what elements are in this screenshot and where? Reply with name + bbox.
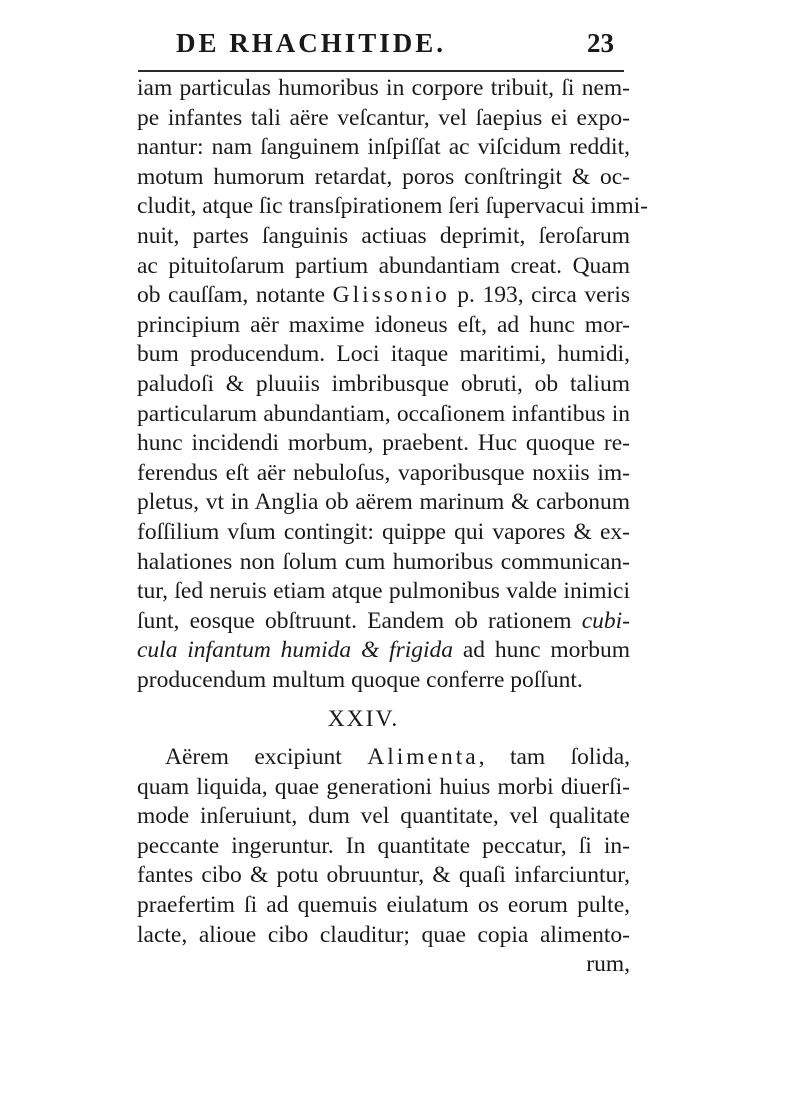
text-line: particularum abundantiam, occaſionem infantibus in — [137, 400, 630, 427]
text-segment: , tam ſolida, — [478, 744, 630, 771]
running-title: DE RHACHITIDE. — [176, 28, 447, 58]
text-segment: ad hunc morbum — [462, 637, 631, 664]
text-segment: ſunt, eosque obſtruunt. Eandem ob rationem — [137, 607, 572, 634]
running-head — [176, 28, 614, 62]
text-line: bum producendum. Loci itaque maritimi, humidi, — [137, 341, 630, 368]
text-line: tur, ſed neruis etiam atque pulmonibus valde inimici — [137, 578, 630, 605]
text-line: nantur: nam ſanguinem inſpiſſat ac viſcidum reddit, — [137, 134, 630, 161]
text-line: nuit, partes ſanguinis actiuas deprimit, ſeroſarum — [137, 222, 630, 249]
text-line — [137, 636, 630, 666]
author-name: Glissonio — [332, 282, 450, 309]
text-line: paludoſi & pluuiis imbribusque obruti, ob talium — [137, 370, 630, 397]
text-line: ac pituitoſarum partium abundantiam creat. Quam — [137, 252, 630, 279]
text-segment: Aërem excipiunt — [165, 744, 342, 771]
keyword-alimenta: Alimenta — [367, 744, 479, 771]
text-line: lacte, alioue cibo clauditur; quae copia alimento- — [137, 921, 630, 948]
italic-phrase: cubi- — [581, 607, 631, 634]
text-line: cludit, atque ſic transſpirationem ſeri ſupervacui immi- — [137, 193, 648, 220]
text-line: principium aër maxime idoneus eſt, ad hunc mor- — [137, 311, 630, 338]
text-line: foſſilium vſum contingit: quippe qui vapores & ex- — [137, 518, 630, 545]
text-line: quam liquida, quae generationi huius morbi diuerſi- — [137, 773, 630, 800]
section-heading: XXIV. — [327, 706, 400, 733]
text-line — [137, 607, 630, 637]
text-line: producendum multum quoque conferre poſſunt. — [137, 666, 583, 693]
text-segment: ob cauſſam, notante — [137, 282, 326, 309]
catchword: rum, — [586, 951, 630, 978]
paragraph-1 — [137, 74, 648, 695]
text-line: halationes non ſolum cum humoribus communican- — [137, 548, 630, 575]
text-segment: p. 193, circa veris — [457, 282, 631, 309]
text-line: peccante ingeruntur. In quantitate peccatur, ſi in- — [137, 832, 630, 859]
paragraph-2 — [137, 743, 630, 980]
text-line: iam particulas humoribus in corpore tribuit, ſi nem- — [137, 75, 630, 101]
text-line: mode inſeruiunt, dum vel quantitate, vel qualitate — [137, 803, 630, 830]
text-line: pletus, vt in Anglia ob aërem marinum & carbonum — [137, 489, 630, 516]
body-text — [137, 74, 648, 980]
text-line: ferendus eſt aër nebuloſus, vaporibusque noxiis im- — [137, 459, 630, 486]
text-line: motum humorum retardat, poros conſtringit & oc- — [137, 163, 630, 190]
text-line: pe infantes tali aëre veſcantur, vel ſaepius ei expo- — [137, 104, 630, 131]
text-line: praefertim ſi ad quemuis eiulatum os eorum pulte, — [137, 892, 630, 919]
text-line — [137, 743, 630, 773]
text-line: fantes cibo & potu obruuntur, & quaſi infarciuntur, — [137, 862, 630, 889]
header-rule — [138, 70, 624, 72]
text-line — [137, 281, 630, 311]
text-line: hunc incidendi morbum, praebent. Huc quoque re- — [137, 430, 630, 457]
italic-phrase: cula infantum humida & frigida — [137, 637, 454, 664]
page-number: 23 — [587, 28, 614, 58]
